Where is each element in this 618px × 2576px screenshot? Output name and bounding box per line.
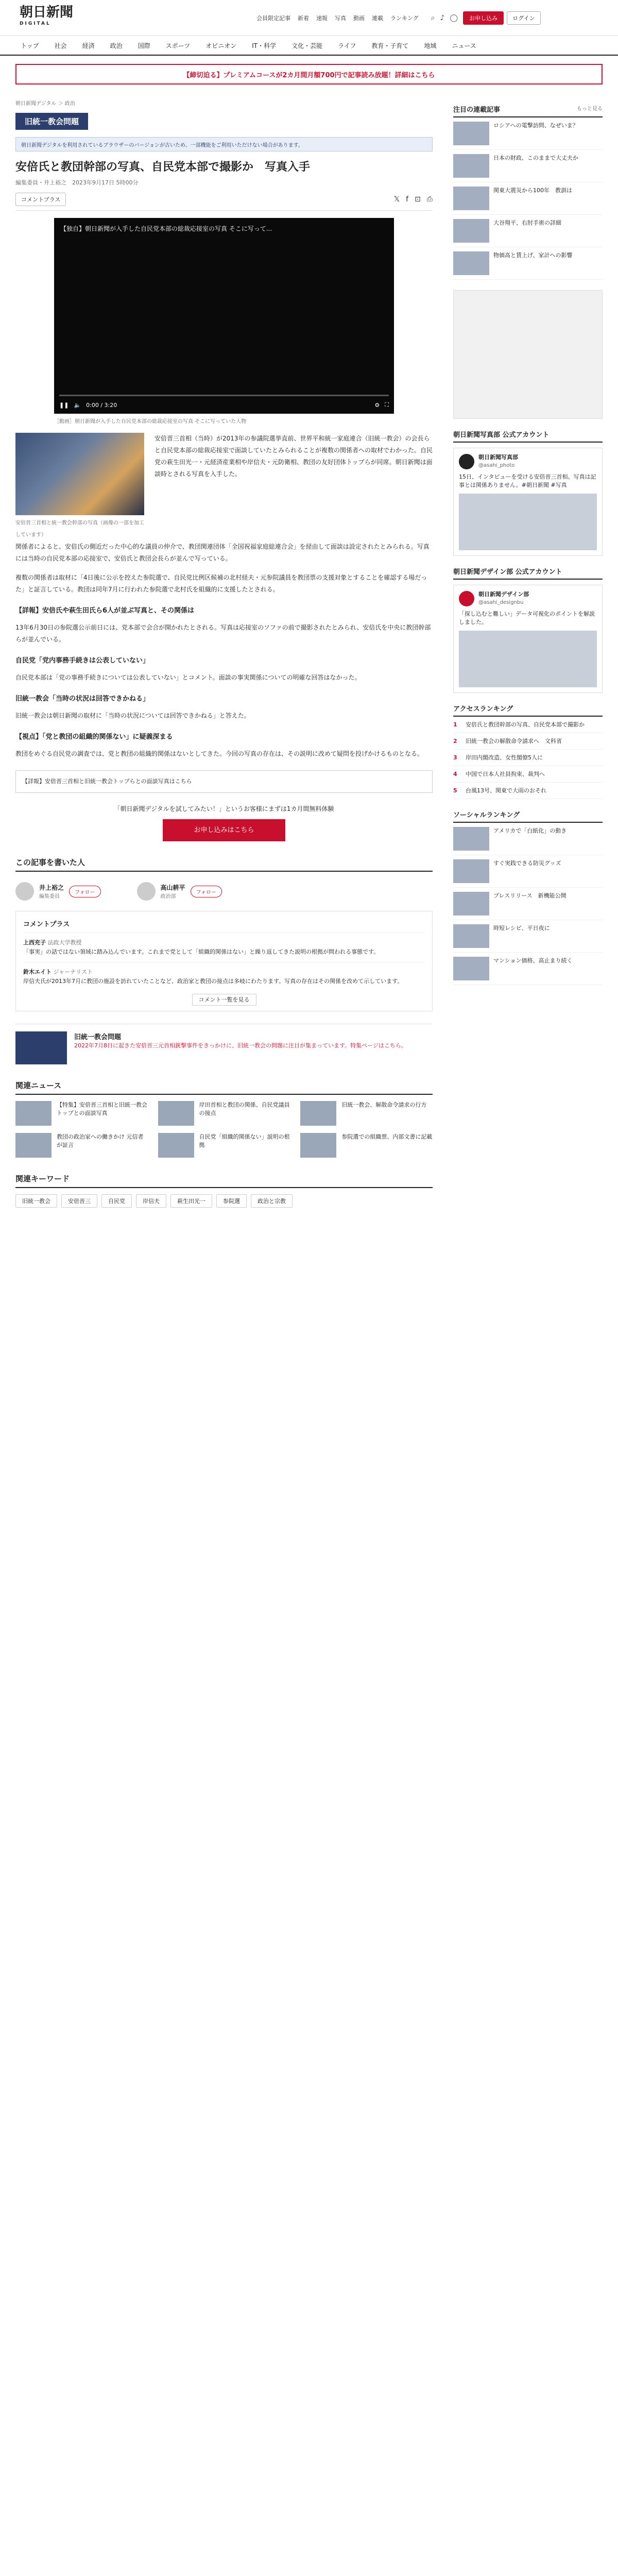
writer-info bbox=[161, 883, 185, 900]
subscribe-text: 「朝日新聞デジタルを試してみたい！」というお客様にまずは1カ月間無料体験 bbox=[114, 805, 334, 812]
related-thumb bbox=[158, 1133, 194, 1158]
comment-text: 「事実」の話ではない領域に踏み込んでいます。これまで党として「組織的関係はない」と繰り返してきた説明の根拠が問われる事態です。 bbox=[23, 948, 380, 955]
social-item[interactable] bbox=[453, 823, 603, 855]
comment-more-button[interactable]: コメント一覧を見る bbox=[192, 994, 256, 1006]
cat-international[interactable]: 国際 bbox=[138, 42, 150, 49]
social-thumb bbox=[453, 859, 489, 883]
social-item[interactable] bbox=[453, 855, 603, 888]
cat-top[interactable]: トップ bbox=[21, 42, 39, 49]
sidebar bbox=[453, 94, 603, 1208]
paragraph-2: 関係者によると、安倍氏の側近だった中心的な議員の仲介で、教団関連団体「全国祝福家庭総連合会」を経由して面談は設定されたとみられる。写真には当時の自民党本部の応接室で、安倍氏と教団会長らが並んで写っている。 bbox=[15, 543, 430, 562]
sidebar-ad[interactable] bbox=[453, 290, 603, 419]
logo-sub: DIGITAL bbox=[20, 21, 51, 26]
x-post-text: 15日、インタビューを受ける安倍晋三首相。写真は記事とは関係ありません。#朝日新聞 #写真 bbox=[459, 473, 596, 488]
cat-science[interactable]: IT・科学 bbox=[252, 42, 277, 49]
fullscreen-icon[interactable]: ⛶ bbox=[385, 401, 389, 408]
cat-life[interactable]: ライフ bbox=[338, 42, 356, 49]
bookmark-icon[interactable]: ⊡ bbox=[415, 195, 421, 204]
photo-caption: 安倍晋三首相と統一教会幹部の写真（画像の一部を加工しています） bbox=[15, 520, 144, 538]
comment-author-row bbox=[23, 968, 425, 977]
comment-panel bbox=[15, 911, 433, 1011]
sidebar-more-link[interactable]: もっと見る bbox=[577, 106, 603, 112]
x-account-name: 朝日新聞写真部 bbox=[478, 454, 518, 461]
sidebar-thumb bbox=[453, 187, 489, 210]
keyword-tag[interactable]: 安倍晋三 bbox=[61, 1194, 97, 1208]
x2-post-image bbox=[459, 631, 597, 687]
social-ranking-title: ソーシャルランキング bbox=[453, 811, 520, 819]
related-title: 旧統一教会、解散命令請求の行方 bbox=[341, 1101, 427, 1108]
access-ranking-title: アクセスランキング bbox=[453, 705, 513, 713]
related-grid bbox=[15, 1101, 433, 1158]
x2-account-handle: @asahi_designbu bbox=[478, 600, 524, 605]
x-share-icon[interactable]: 𝕏 bbox=[393, 195, 400, 204]
series-thumb bbox=[15, 1031, 67, 1064]
print-icon[interactable]: ⎙ bbox=[426, 195, 433, 204]
nav-breaking[interactable]: 速報 bbox=[316, 14, 328, 22]
keyword-tag[interactable]: 萩生田光一 bbox=[170, 1194, 212, 1208]
ranking-item[interactable] bbox=[453, 783, 603, 799]
section-heading-1: 【詳報】安倍氏や萩生田氏ら6人が並ぶ写真と、その関係は bbox=[15, 607, 195, 615]
section-heading-4: 【視点】「党と教団の組織的関係ない」に疑義深まる bbox=[15, 733, 173, 741]
social-title: アメリカで「白紙化」の動き bbox=[493, 827, 567, 834]
social-title: すぐ実践できる防災グッズ bbox=[493, 860, 561, 867]
social-title: プレスリリース 新機能公開 bbox=[493, 892, 566, 899]
keywords-heading: 関連キーワード bbox=[15, 1173, 433, 1188]
comment-more-wrap bbox=[23, 995, 425, 1004]
video-player[interactable] bbox=[54, 218, 394, 414]
section-heading-3: 旧統一教会「当時の状況は回答できかねる」 bbox=[15, 695, 150, 703]
sidebar-thumb bbox=[453, 251, 489, 275]
category-nav bbox=[0, 36, 618, 56]
comment-author-row bbox=[23, 938, 425, 947]
browser-notice: 朝日新聞デジタルを利用されているブラウザーのバージョンが古いため、一部機能をご利用いただけない場合があります。 bbox=[15, 137, 433, 151]
related-title: 【特集】安倍晋三首相と旧統一教会トップとの面談写真 bbox=[57, 1101, 147, 1116]
series-info bbox=[74, 1031, 407, 1064]
social-title: マンション価格、高止まり続く bbox=[493, 957, 573, 964]
cat-news[interactable]: ニュース bbox=[452, 42, 476, 49]
keyword-tag[interactable]: 岸信夫 bbox=[136, 1194, 166, 1208]
video-controls bbox=[54, 396, 394, 414]
photo-block bbox=[15, 433, 433, 541]
avatar[interactable] bbox=[15, 882, 34, 901]
x-account-heading bbox=[453, 429, 603, 443]
x2-account-title: 朝日新聞デザイン部 公式アカウント bbox=[453, 568, 562, 576]
rank-number: 3 bbox=[453, 754, 457, 761]
keyword-list bbox=[15, 1194, 433, 1208]
rank-number: 4 bbox=[453, 771, 457, 777]
related-item[interactable] bbox=[15, 1101, 148, 1126]
top-nav bbox=[256, 14, 419, 22]
ranking-title: 安倍氏と教団幹部の写真、自民党本部で撮影か bbox=[466, 721, 585, 728]
x-account-title: 朝日新聞写真部 公式アカウント bbox=[453, 431, 550, 439]
section-paragraph-3: 旧統一教会は朝日新聞の取材に「当時の状況については回答できかねる」と答えた。 bbox=[15, 712, 250, 719]
x2-avatar bbox=[459, 591, 474, 606]
writer-name[interactable]: 高山耕平 bbox=[160, 884, 185, 891]
sidebar-item-title: 日本の財政、このままで大丈夫か bbox=[493, 155, 578, 161]
search-icon[interactable]: ⌕ bbox=[431, 13, 435, 22]
writer-card bbox=[15, 882, 101, 901]
section-paragraph-2: 自民党本部は「党の事務手続きについては公表していない」とコメント。面談の事実関係についての明確な回答はなかった。 bbox=[15, 674, 361, 681]
sidebar-thumb bbox=[453, 154, 489, 178]
section-paragraph-4: 教団をめぐる自民党の調査では、党と教団の組織的関係はないとしてきた。今回の写真の存在は、その説明に改めて疑問を投げかけるものとなる。 bbox=[15, 750, 424, 757]
sidebar-item-title: 関東大震災から100年 教訓は bbox=[493, 187, 572, 194]
comment-item bbox=[23, 962, 425, 991]
social-thumb bbox=[453, 827, 489, 851]
subscribe-block bbox=[15, 803, 433, 841]
related-title: 参院選での組織票、内部文書に記載 bbox=[341, 1133, 433, 1140]
ranking-item[interactable] bbox=[453, 750, 603, 766]
related-item[interactable] bbox=[158, 1133, 290, 1158]
keyword-tag[interactable]: 参院選 bbox=[216, 1194, 247, 1208]
x2-account-name: 朝日新聞デザイン部 bbox=[478, 591, 529, 598]
sidebar-ranking-heading bbox=[453, 104, 603, 117]
article-byline: 編集委員・井上裕之 2023年9月17日 5時00分 bbox=[15, 179, 139, 186]
settings-icon[interactable]: ⚙ bbox=[374, 401, 380, 409]
sidebar-item[interactable] bbox=[453, 247, 603, 280]
related-item[interactable] bbox=[158, 1101, 290, 1126]
nav-video[interactable]: 動画 bbox=[353, 14, 365, 22]
cat-sports[interactable]: スポーツ bbox=[165, 42, 191, 49]
avatar[interactable] bbox=[137, 882, 156, 901]
sidebar-item-title: 物価高と賃上げ、家計への影響 bbox=[493, 252, 573, 259]
social-title: 時短レシピ、平日夜に bbox=[493, 925, 550, 931]
related-item[interactable] bbox=[15, 1133, 148, 1158]
rank-number: 5 bbox=[453, 787, 457, 794]
series-text: 2022年7月8日に起きた安倍晋三元首相銃撃事件をきっかけに、旧統一教会の問題に注目が集まっています。特集ページはこちら。 bbox=[74, 1042, 407, 1049]
sidebar-item[interactable] bbox=[453, 215, 603, 247]
main-column bbox=[15, 94, 433, 1208]
paragraph-1: 安倍晋三首相（当時）が2013年の参議院選挙直前、世界平和統一家庭連合（旧統一教会）の会長らと自民党本部の総裁応接室で面談していたとみられることが複数の関係者への取材でわかった。自民党の萩生田光一・元経済産業相や岸信夫・元防衛相、教団の友好団体トップらが同席。朝日新聞は面談時とされる写真を入手した。 bbox=[154, 435, 433, 478]
writer-info bbox=[39, 883, 64, 900]
keyword-tag[interactable]: 政治と宗教 bbox=[251, 1194, 293, 1208]
sidebar-item[interactable] bbox=[453, 150, 603, 182]
nav-members[interactable]: 会員限定記事 bbox=[256, 14, 290, 22]
nav-photo[interactable]: 写真 bbox=[335, 14, 346, 22]
x-post-head bbox=[459, 453, 597, 470]
share-bar bbox=[394, 195, 433, 204]
social-item[interactable] bbox=[453, 953, 603, 985]
top-icons bbox=[431, 14, 458, 22]
nav-new[interactable]: 新着 bbox=[298, 14, 309, 22]
x2-post-text: 「探し込むと難しい」データ可視化のポイントを解説しました。 bbox=[459, 611, 595, 625]
social-thumb bbox=[453, 892, 489, 916]
sidebar-thumb bbox=[453, 122, 489, 145]
volume-icon[interactable]: 🔈 bbox=[74, 401, 81, 409]
writer-role: 政治部 bbox=[160, 894, 176, 900]
nav-series[interactable]: 連載 bbox=[372, 14, 383, 22]
sidebar-thumb bbox=[453, 219, 489, 243]
cat-opinion[interactable]: オピニオン bbox=[205, 42, 237, 49]
pause-icon[interactable]: ❚❚ bbox=[59, 401, 69, 409]
sidebar-item[interactable] bbox=[453, 182, 603, 215]
sidebar-ranking-title: 注目の連載記事 bbox=[453, 106, 501, 114]
user-icon[interactable]: ◯ bbox=[450, 13, 458, 22]
section-heading-2: 自民党「党内事務手続きは公表していない」 bbox=[15, 657, 150, 665]
ranking-title: 台風13号、関東で大雨のおそれ bbox=[466, 787, 546, 794]
writer-name[interactable]: 井上裕之 bbox=[39, 884, 64, 891]
section-paragraph-1: 13年6月30日の参院選公示前日には、党本部で会合が開かれたとされる。写真は応接室のソファの前で撮影されたとみられ、安倍氏を中央に教団幹部らが並んでいる。 bbox=[15, 624, 431, 643]
related-thumb bbox=[15, 1101, 52, 1126]
comment-meta: ジャーナリスト bbox=[53, 969, 93, 975]
cat-society[interactable]: 社会 bbox=[54, 42, 67, 49]
ranking-item[interactable] bbox=[453, 766, 603, 783]
cat-politics[interactable]: 政治 bbox=[110, 42, 123, 49]
rank-number: 1 bbox=[453, 721, 457, 728]
follow-button[interactable]: フォロー bbox=[69, 886, 101, 897]
keyword-tag[interactable]: 旧統一教会 bbox=[15, 1194, 57, 1208]
x2-account-info bbox=[478, 590, 529, 607]
comment-author[interactable]: 鈴木エイト bbox=[23, 969, 52, 975]
subscribe-cta[interactable]: お申し込みはこちら bbox=[163, 819, 285, 841]
photo-wrap bbox=[15, 433, 144, 541]
writer-card bbox=[137, 882, 222, 901]
related-title: 岸田首相と教団の関係、自民党議員の接点 bbox=[199, 1101, 290, 1116]
x-avatar bbox=[459, 454, 474, 469]
comment-author[interactable]: 上西充子 bbox=[23, 939, 46, 946]
page-layout bbox=[0, 94, 618, 1208]
x2-account-heading bbox=[453, 566, 603, 580]
x-account-info bbox=[478, 453, 518, 470]
promo-banner[interactable]: 【締切迫る】プレミアムコースが2カ月間月額700円で記事読み放題！詳細はこちら bbox=[15, 64, 603, 84]
follow-button[interactable]: フォロー bbox=[191, 886, 222, 897]
social-item[interactable] bbox=[453, 920, 603, 953]
access-ranking-heading bbox=[453, 703, 603, 717]
comment-plus-button[interactable]: コメントプラス bbox=[15, 193, 66, 206]
bell-icon[interactable]: ♪ bbox=[440, 13, 445, 22]
social-item[interactable] bbox=[453, 888, 603, 920]
ranking-item[interactable] bbox=[453, 717, 603, 733]
writers-heading: この記事を書いた人 bbox=[15, 857, 433, 872]
video-title: 【独自】朝日新聞が入手した自民党本部の総裁応接室の写真 そこに写って... bbox=[60, 225, 272, 232]
related-thumb bbox=[300, 1133, 336, 1158]
site-logo[interactable] bbox=[20, 4, 97, 29]
video-time: 0:00 / 3:20 bbox=[86, 401, 117, 409]
related-title: 教団の政治家への働きかけ 元信者が証言 bbox=[57, 1133, 144, 1148]
sidebar-item[interactable] bbox=[453, 117, 603, 150]
logo-main: 朝日新聞 bbox=[20, 4, 74, 20]
cat-culture[interactable]: 文化・芸能 bbox=[291, 42, 323, 49]
nav-ranking[interactable]: ランキング bbox=[390, 14, 419, 22]
rank-number: 2 bbox=[453, 738, 457, 744]
related-title: 自民党「組織的関係ない」説明の根拠 bbox=[199, 1133, 290, 1148]
x-post-image bbox=[459, 494, 597, 550]
article-title: 安倍氏と教団幹部の写真、自民党本部で撮影か 写真入手 bbox=[15, 160, 311, 174]
sidebar-item-title: 大谷翔平、右肘手術の詳細 bbox=[493, 219, 561, 226]
x2-post-head bbox=[459, 590, 597, 607]
x-account-handle: @asahi_photo bbox=[478, 463, 515, 468]
related-heading: 関連ニュース bbox=[15, 1080, 433, 1095]
cat-economy[interactable]: 経済 bbox=[82, 42, 95, 49]
social-ranking-heading bbox=[453, 809, 603, 823]
comment-heading: コメントプラス bbox=[23, 921, 70, 928]
facebook-share-icon[interactable]: f bbox=[406, 195, 409, 204]
x-post-card[interactable] bbox=[453, 448, 603, 556]
social-thumb bbox=[453, 957, 489, 980]
login-button[interactable]: ログイン bbox=[507, 11, 540, 25]
subscribe-button[interactable]: お申し込み bbox=[463, 11, 504, 25]
related-item[interactable] bbox=[300, 1101, 433, 1126]
comment-item bbox=[23, 933, 425, 962]
series-tag[interactable]: 旧統一教会問題 bbox=[15, 113, 88, 130]
cat-education[interactable]: 教育・子育て bbox=[371, 42, 409, 49]
comment-text: 岸信夫氏が2013年7月に教団の施設を訪れていたことなど、政治家と教団の接点は多岐にわたります。写真の存在はその関係を改めて示しています。 bbox=[23, 978, 403, 985]
promo-box[interactable]: 【詳報】安倍晋三首相と旧統一教会トップらとの面談写真はこちら bbox=[15, 770, 433, 793]
article-body bbox=[15, 433, 433, 841]
social-thumb bbox=[453, 924, 489, 948]
ranking-title: 中国で日本人社員拘束、裁判へ bbox=[466, 771, 545, 777]
x2-post-card[interactable] bbox=[453, 585, 603, 693]
paragraph-3: 複数の関係者は取材に「4日後に公示を控えた参院選で、自民党比例区候補の北村経夫・元参院議員を教団票の支援対象とすることを確認する場だった」と証言している。教団は同年7月に行われた参院選で北村氏を組織的に支援したとされる。 bbox=[15, 574, 427, 593]
ranking-title: 岸田内閣改造、女性閣僚5人に bbox=[466, 754, 543, 761]
ranking-title: 旧統一教会の解散命令請求へ 文科省 bbox=[466, 738, 562, 744]
series-box[interactable] bbox=[15, 1024, 433, 1064]
article-photo[interactable] bbox=[15, 433, 144, 515]
ranking-item[interactable] bbox=[453, 733, 603, 750]
breadcrumb[interactable]: 朝日新聞デジタル ＞ 政治 bbox=[15, 101, 75, 107]
writer-role: 編集委員 bbox=[39, 894, 60, 900]
related-thumb bbox=[158, 1101, 194, 1126]
article-actions bbox=[15, 193, 433, 211]
keyword-tag[interactable]: 自民党 bbox=[101, 1194, 132, 1208]
cat-region[interactable]: 地域 bbox=[424, 42, 437, 49]
sidebar-item-title: ロシアへの電撃訪問、なぜいま？ bbox=[493, 122, 578, 129]
video-caption: ［動画］朝日新聞が入手した自民党本部の総裁応接室の写真 そこに写っていた人物 bbox=[54, 419, 247, 425]
related-item[interactable] bbox=[300, 1133, 433, 1158]
related-thumb bbox=[15, 1133, 52, 1158]
related-thumb bbox=[300, 1101, 336, 1126]
series-title: 旧統一教会問題 bbox=[74, 1033, 122, 1041]
top-bar bbox=[0, 0, 618, 36]
writers-list bbox=[15, 882, 433, 901]
comment-meta: 法政大学教授 bbox=[47, 939, 82, 946]
